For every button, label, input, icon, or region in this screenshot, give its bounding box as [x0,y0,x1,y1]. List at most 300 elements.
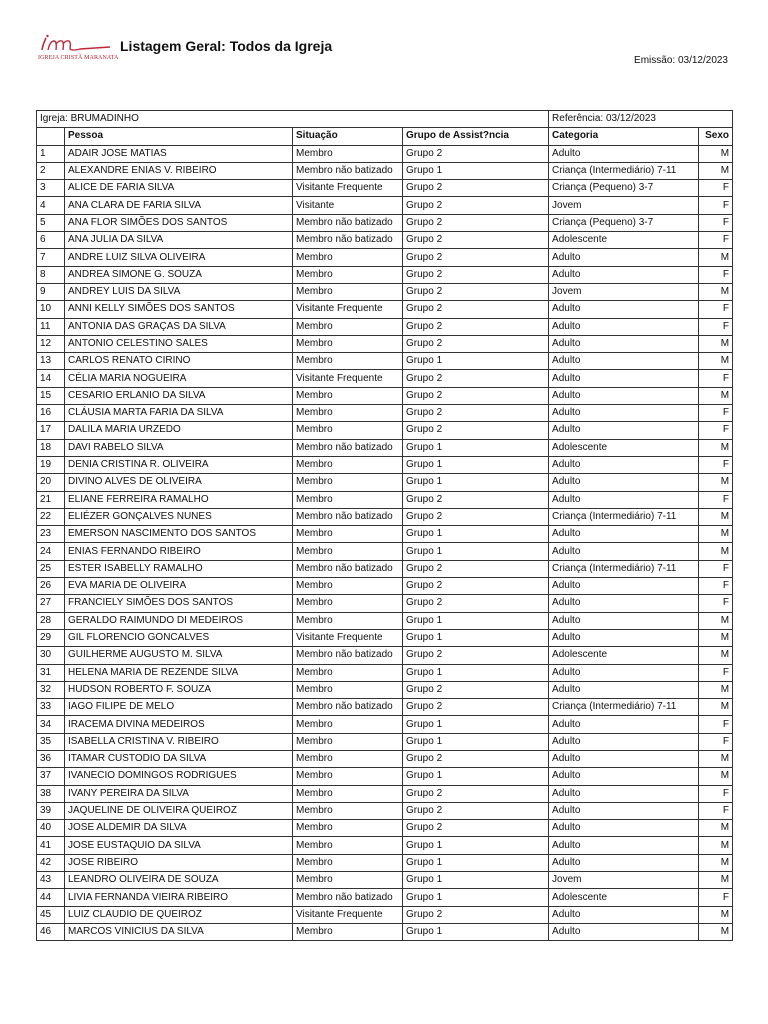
category-cell: Adulto [549,543,699,560]
sex-cell: M [699,335,733,352]
category-cell: Criança (Intermediário) 7-11 [549,508,699,525]
row-number-cell: 15 [37,387,65,404]
situation-cell: Membro [293,872,403,889]
assist-group-cell: Grupo 1 [403,854,549,871]
row-number-cell: 40 [37,820,65,837]
sex-cell: F [699,664,733,681]
table-row [37,491,733,508]
sex-cell: M [699,162,733,179]
person-name-cell: MARCOS VINICIUS DA SILVA [65,923,293,940]
category-cell: Adulto [549,422,699,439]
assist-group-cell: Grupo 1 [403,456,549,473]
person-name-cell: EMERSON NASCIMENTO DOS SANTOS [65,526,293,543]
sex-cell: F [699,491,733,508]
person-name-cell: LIVIA FERNANDA VIEIRA RIBEIRO [65,889,293,906]
row-number-cell: 22 [37,508,65,525]
person-name-cell: GIL FLORENCIO GONCALVES [65,629,293,646]
sex-cell: M [699,612,733,629]
category-cell: Adulto [549,733,699,750]
assist-group-cell: Grupo 2 [403,508,549,525]
members-table [36,110,733,941]
situation-cell: Membro [293,923,403,940]
category-cell: Adulto [549,820,699,837]
sex-cell: M [699,629,733,646]
row-number-cell: 18 [37,439,65,456]
category-cell: Adulto [549,923,699,940]
row-number-cell: 46 [37,923,65,940]
category-cell: Jovem [549,872,699,889]
situation-cell: Membro não batizado [293,214,403,231]
row-number-cell: 3 [37,180,65,197]
col-sexo-header: Sexo [699,128,733,145]
category-cell: Adulto [549,249,699,266]
situation-cell: Membro não batizado [293,508,403,525]
situation-cell: Membro [293,664,403,681]
person-name-cell: ELIANE FERREIRA RAMALHO [65,491,293,508]
category-cell: Adulto [549,681,699,698]
situation-cell: Membro [293,456,403,473]
person-name-cell: IVANY PEREIRA DA SILVA [65,785,293,802]
table-row [37,353,733,370]
row-number-cell: 7 [37,249,65,266]
row-number-cell: 23 [37,526,65,543]
table-row [37,508,733,525]
category-cell: Adulto [549,578,699,595]
assist-group-cell: Grupo 1 [403,162,549,179]
situation-cell: Membro [293,612,403,629]
situation-cell: Membro não batizado [293,232,403,249]
person-name-cell: HELENA MARIA DE REZENDE SILVA [65,664,293,681]
assist-group-cell: Grupo 2 [403,301,549,318]
row-number-cell: 39 [37,802,65,819]
sex-cell: F [699,456,733,473]
sex-cell: M [699,681,733,698]
sex-cell: F [699,405,733,422]
row-number-cell: 38 [37,785,65,802]
table-row [37,474,733,491]
situation-cell: Membro [293,526,403,543]
situation-cell: Membro não batizado [293,439,403,456]
row-number-cell: 13 [37,353,65,370]
table-row [37,197,733,214]
assist-group-cell: Grupo 1 [403,889,549,906]
person-name-cell: ITAMAR CUSTODIO DA SILVA [65,750,293,767]
assist-group-cell: Grupo 2 [403,595,549,612]
person-name-cell: CLÁUSIA MARTA FARIA DA SILVA [65,405,293,422]
table-row [37,681,733,698]
row-number-cell: 36 [37,750,65,767]
row-number-cell: 42 [37,854,65,871]
person-name-cell: ENIAS FERNANDO RIBEIRO [65,543,293,560]
table-row [37,543,733,560]
category-cell: Adolescente [549,647,699,664]
logo-im-mark [36,34,118,56]
assist-group-cell: Grupo 2 [403,802,549,819]
person-name-cell: ALEXANDRE ENIAS V. RIBEIRO [65,162,293,179]
assist-group-cell: Grupo 2 [403,145,549,162]
row-number-cell: 31 [37,664,65,681]
category-cell: Criança (Intermediário) 7-11 [549,699,699,716]
table-row [37,439,733,456]
sex-cell: F [699,595,733,612]
assist-group-cell: Grupo 2 [403,405,549,422]
situation-cell: Membro [293,681,403,698]
person-name-cell: ANA JULIA DA SILVA [65,232,293,249]
situation-cell: Visitante Frequente [293,629,403,646]
situation-cell: Membro [293,266,403,283]
assist-group-cell: Grupo 2 [403,750,549,767]
table-row [37,820,733,837]
person-name-cell: GERALDO RAIMUNDO DI MEDEIROS [65,612,293,629]
assist-group-cell: Grupo 1 [403,768,549,785]
page-title: Listagem Geral: Todos da Igreja [120,38,333,54]
person-name-cell: LEANDRO OLIVEIRA DE SOUZA [65,872,293,889]
table-row [37,664,733,681]
sex-cell: M [699,283,733,300]
person-name-cell: CÉLIA MARIA NOGUEIRA [65,370,293,387]
situation-cell: Membro [293,335,403,352]
situation-cell: Membro [293,802,403,819]
situation-cell: Membro [293,491,403,508]
sex-cell: M [699,768,733,785]
row-number-cell: 9 [37,283,65,300]
table-row [37,335,733,352]
assist-group-cell: Grupo 1 [403,439,549,456]
person-name-cell: ANDRE LUIZ SILVA OLIVEIRA [65,249,293,266]
category-cell: Adulto [549,854,699,871]
person-name-cell: JOSE EUSTAQUIO DA SILVA [65,837,293,854]
assist-group-cell: Grupo 1 [403,353,549,370]
table-row [37,180,733,197]
category-cell: Adulto [549,612,699,629]
logo-caption: IGREJA CRISTÃ MARANATA [38,55,119,61]
situation-cell: Membro [293,595,403,612]
sex-cell: M [699,854,733,871]
assist-group-cell: Grupo 1 [403,526,549,543]
sex-cell: M [699,699,733,716]
col-categoria-header: Categoria [549,128,699,145]
category-cell: Adulto [549,785,699,802]
row-number-cell: 19 [37,456,65,473]
sex-cell: F [699,266,733,283]
situation-cell: Membro [293,785,403,802]
row-number-cell: 6 [37,232,65,249]
situation-cell: Visitante [293,197,403,214]
row-number-cell: 24 [37,543,65,560]
situation-cell: Membro [293,318,403,335]
row-number-cell: 8 [37,266,65,283]
assist-group-cell: Grupo 1 [403,872,549,889]
person-name-cell: IAGO FILIPE DE MELO [65,699,293,716]
sex-cell: M [699,750,733,767]
assist-group-cell: Grupo 2 [403,335,549,352]
person-name-cell: ANTONIA DAS GRAÇAS DA SILVA [65,318,293,335]
table-row [37,283,733,300]
sex-cell: F [699,802,733,819]
situation-cell: Membro [293,543,403,560]
table-row [37,526,733,543]
sex-cell: F [699,578,733,595]
assist-group-cell: Grupo 2 [403,785,549,802]
situation-cell: Membro [293,353,403,370]
category-cell: Adulto [549,301,699,318]
table-row [37,733,733,750]
category-cell: Adulto [549,837,699,854]
situation-cell: Membro [293,768,403,785]
col-grupo-header: Grupo de Assist?ncia [403,128,549,145]
assist-group-cell: Grupo 2 [403,422,549,439]
sex-cell: M [699,837,733,854]
situation-cell: Membro [293,854,403,871]
sex-cell: F [699,232,733,249]
person-name-cell: JOSE ALDEMIR DA SILVA [65,820,293,837]
sex-cell: F [699,197,733,214]
row-number-cell: 44 [37,889,65,906]
category-cell: Adulto [549,335,699,352]
category-cell: Adulto [549,456,699,473]
sex-cell: F [699,785,733,802]
table-row [37,578,733,595]
sex-cell: M [699,872,733,889]
person-name-cell: ANNI KELLY SIMÕES DOS SANTOS [65,301,293,318]
person-name-cell: DENIA CRISTINA R. OLIVEIRA [65,456,293,473]
assist-group-cell: Grupo 2 [403,906,549,923]
sex-cell: M [699,353,733,370]
person-name-cell: ANTONIO CELESTINO SALES [65,335,293,352]
table-row [37,750,733,767]
sex-cell: F [699,370,733,387]
assist-group-cell: Grupo 2 [403,681,549,698]
table-row [37,716,733,733]
row-number-cell: 41 [37,837,65,854]
assist-group-cell: Grupo 2 [403,560,549,577]
sex-cell: F [699,716,733,733]
situation-cell: Visitante Frequente [293,180,403,197]
category-cell: Adulto [549,750,699,767]
row-number-cell: 26 [37,578,65,595]
sex-cell: M [699,474,733,491]
table-row [37,232,733,249]
category-cell: Criança (Pequeno) 3-7 [549,214,699,231]
sex-cell: M [699,543,733,560]
person-name-cell: LUIZ CLAUDIO DE QUEIROZ [65,906,293,923]
sex-cell: M [699,508,733,525]
assist-group-cell: Grupo 2 [403,214,549,231]
row-number-cell: 45 [37,906,65,923]
table-meta-row [37,111,733,128]
assist-group-cell: Grupo 2 [403,197,549,214]
row-number-cell: 28 [37,612,65,629]
assist-group-cell: Grupo 1 [403,629,549,646]
assist-group-cell: Grupo 2 [403,266,549,283]
assist-group-cell: Grupo 2 [403,820,549,837]
category-cell: Adolescente [549,889,699,906]
assist-group-cell: Grupo 1 [403,474,549,491]
situation-cell: Visitante Frequente [293,301,403,318]
sex-cell: M [699,387,733,404]
person-name-cell: DAVI RABELO SILVA [65,439,293,456]
person-name-cell: ELIÉZER GONÇALVES NUNES [65,508,293,525]
sex-cell: M [699,439,733,456]
assist-group-cell: Grupo 2 [403,180,549,197]
table-header-row [37,128,733,145]
assist-group-cell: Grupo 2 [403,318,549,335]
row-number-cell: 43 [37,872,65,889]
sex-cell: F [699,214,733,231]
table-row [37,266,733,283]
category-cell: Adulto [549,664,699,681]
assist-group-cell: Grupo 2 [403,249,549,266]
table-row [37,318,733,335]
person-name-cell: DALILA MARIA URZEDO [65,422,293,439]
table-row [37,699,733,716]
row-number-cell: 2 [37,162,65,179]
table-row [37,889,733,906]
situation-cell: Membro [293,283,403,300]
table-row [37,456,733,473]
row-number-cell: 30 [37,647,65,664]
sex-cell: M [699,923,733,940]
table-row [37,785,733,802]
situation-cell: Membro não batizado [293,699,403,716]
person-name-cell: CARLOS RENATO CIRINO [65,353,293,370]
col-pessoa-header: Pessoa [65,128,293,145]
table-row [37,923,733,940]
person-name-cell: ALICE DE FARIA SILVA [65,180,293,197]
situation-cell: Membro [293,837,403,854]
row-number-cell: 35 [37,733,65,750]
person-name-cell: ANA FLOR SIMÕES DOS SANTOS [65,214,293,231]
category-cell: Adulto [549,370,699,387]
person-name-cell: DIVINO ALVES DE OLIVEIRA [65,474,293,491]
sex-cell: F [699,889,733,906]
table-row [37,629,733,646]
situation-cell: Membro [293,474,403,491]
assist-group-cell: Grupo 2 [403,370,549,387]
sex-cell: F [699,301,733,318]
situation-cell: Membro [293,249,403,266]
category-cell: Adulto [549,906,699,923]
row-number-cell: 10 [37,301,65,318]
category-cell: Adulto [549,526,699,543]
emission-date: Emissão: 03/12/2023 [634,55,728,66]
table-row [37,906,733,923]
table-row [37,214,733,231]
situation-cell: Membro [293,716,403,733]
assist-group-cell: Grupo 1 [403,612,549,629]
row-number-cell: 32 [37,681,65,698]
assist-group-cell: Grupo 2 [403,232,549,249]
situation-cell: Membro [293,422,403,439]
row-number-cell: 37 [37,768,65,785]
table-row [37,387,733,404]
table-row [37,647,733,664]
row-number-cell: 20 [37,474,65,491]
table-row [37,768,733,785]
category-cell: Criança (Pequeno) 3-7 [549,180,699,197]
table-row [37,612,733,629]
sex-cell: M [699,526,733,543]
person-name-cell: IVANECIO DOMINGOS RODRIGUES [65,768,293,785]
category-cell: Adulto [549,405,699,422]
sex-cell: M [699,647,733,664]
assist-group-cell: Grupo 2 [403,647,549,664]
category-cell: Adulto [549,145,699,162]
assist-group-cell: Grupo 1 [403,733,549,750]
assist-group-cell: Grupo 1 [403,664,549,681]
sex-cell: M [699,249,733,266]
assist-group-cell: Grupo 1 [403,923,549,940]
church-cell: Igreja: BRUMADINHO [37,111,549,128]
table-body [37,145,733,941]
category-cell: Adulto [549,716,699,733]
situation-cell: Membro [293,405,403,422]
row-number-cell: 27 [37,595,65,612]
category-cell: Adulto [549,474,699,491]
col-number-header [37,128,65,145]
assist-group-cell: Grupo 2 [403,283,549,300]
category-cell: Adulto [549,802,699,819]
person-name-cell: HUDSON ROBERTO F. SOUZA [65,681,293,698]
table-row [37,145,733,162]
table-row [37,162,733,179]
assist-group-cell: Grupo 2 [403,578,549,595]
row-number-cell: 16 [37,405,65,422]
sex-cell: M [699,906,733,923]
col-situacao-header: Situação [293,128,403,145]
assist-group-cell: Grupo 2 [403,387,549,404]
category-cell: Adulto [549,491,699,508]
person-name-cell: IRACEMA DIVINA MEDEIROS [65,716,293,733]
person-name-cell: EVA MARIA DE OLIVEIRA [65,578,293,595]
situation-cell: Visitante Frequente [293,906,403,923]
person-name-cell: CESARIO ERLANIO DA SILVA [65,387,293,404]
person-name-cell: ANDREA SIMONE G. SOUZA [65,266,293,283]
situation-cell: Membro [293,578,403,595]
category-cell: Adulto [549,387,699,404]
category-cell: Adulto [549,353,699,370]
category-cell: Adulto [549,629,699,646]
category-cell: Criança (Intermediário) 7-11 [549,560,699,577]
assist-group-cell: Grupo 1 [403,837,549,854]
sex-cell: F [699,180,733,197]
category-cell: Jovem [549,283,699,300]
sex-cell: F [699,318,733,335]
category-cell: Adolescente [549,439,699,456]
sex-cell: F [699,560,733,577]
table-row [37,595,733,612]
row-number-cell: 34 [37,716,65,733]
category-cell: Adulto [549,768,699,785]
person-name-cell: JAQUELINE DE OLIVEIRA QUEIROZ [65,802,293,819]
reference-cell: Referência: 03/12/2023 [549,111,733,128]
row-number-cell: 1 [37,145,65,162]
assist-group-cell: Grupo 1 [403,716,549,733]
table-row [37,249,733,266]
sex-cell: M [699,145,733,162]
situation-cell: Membro [293,820,403,837]
category-cell: Criança (Intermediário) 7-11 [549,162,699,179]
person-name-cell: GUILHERME AUGUSTO M. SILVA [65,647,293,664]
sex-cell: F [699,733,733,750]
category-cell: Jovem [549,197,699,214]
row-number-cell: 29 [37,629,65,646]
situation-cell: Membro [293,750,403,767]
row-number-cell: 21 [37,491,65,508]
row-number-cell: 12 [37,335,65,352]
situation-cell: Membro [293,387,403,404]
situation-cell: Membro não batizado [293,647,403,664]
